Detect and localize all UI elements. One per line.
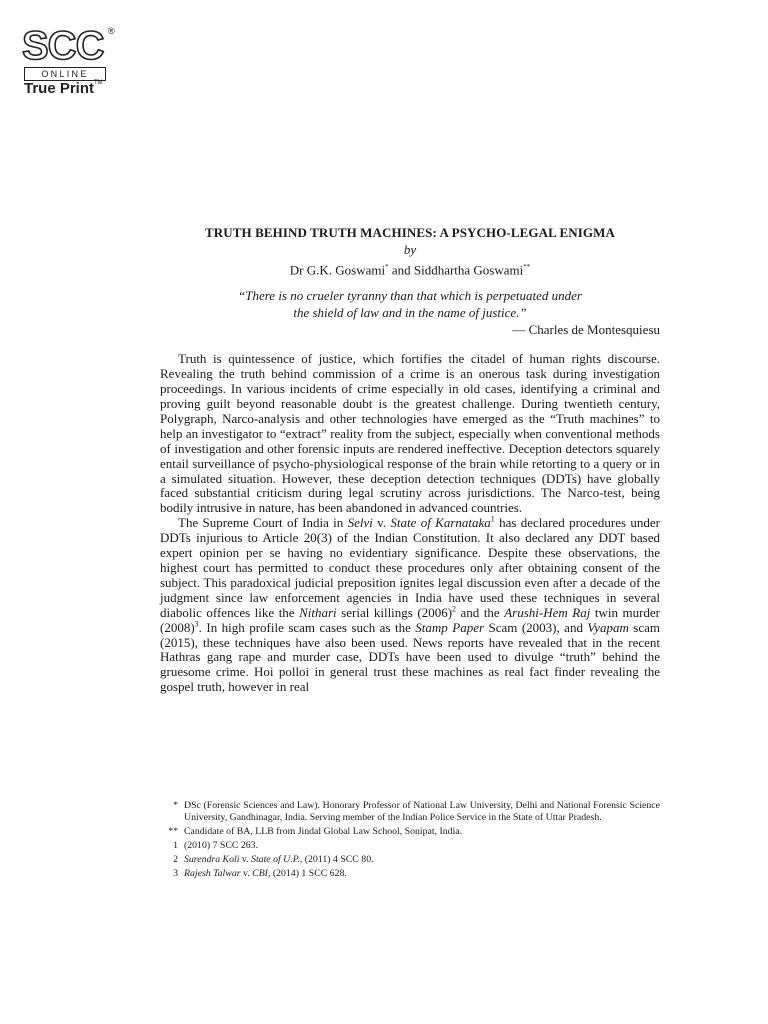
case-name: Surendra Koli bbox=[184, 853, 240, 865]
footnote-label: 1 bbox=[173, 840, 178, 852]
byline: by bbox=[403, 242, 417, 257]
case-name: CBI bbox=[252, 867, 268, 879]
footnote-item bbox=[160, 840, 660, 852]
footnote-text-part: , (2011) 4 SCC 80. bbox=[299, 853, 374, 865]
footnote-text-part: v. bbox=[240, 867, 253, 879]
article-title: TRUTH BEHIND TRUTH MACHINES: A PSYCHO-LEGAL ENIGMA bbox=[205, 225, 615, 240]
case-name: Selvi bbox=[347, 515, 373, 531]
case-name: Nithari bbox=[299, 604, 337, 620]
p2-text: twin murder (2008) bbox=[160, 604, 660, 635]
epigraph bbox=[160, 287, 660, 321]
footnote-label: 3 bbox=[173, 867, 178, 879]
case-name: Rajesh Talwar bbox=[184, 867, 241, 879]
author-1-mark: * bbox=[385, 263, 389, 271]
article-body bbox=[160, 352, 660, 695]
footnote-text-part: v. bbox=[239, 853, 252, 865]
footnote-ref[interactable]: 1 bbox=[490, 514, 495, 524]
logo-registered-mark: ® bbox=[108, 26, 115, 36]
footnote-ref[interactable]: 3 bbox=[194, 619, 199, 629]
footnote-text-part: , (2014) 1 SCC 628. bbox=[267, 867, 347, 879]
p2-text: The Supreme Court of India in bbox=[178, 515, 348, 531]
authors bbox=[160, 258, 660, 279]
scc-online-logo bbox=[22, 26, 122, 96]
footnote-label: * bbox=[173, 800, 178, 811]
epigraph-line-2: the shield of law and in the name of justice.” bbox=[293, 305, 527, 321]
footnote-item bbox=[160, 826, 660, 838]
footnote-item bbox=[160, 854, 660, 866]
case-name: Arushi-Hem Raj bbox=[504, 604, 591, 620]
footnote-text: (2010) 7 SCC 263. bbox=[184, 840, 259, 852]
case-name: Vyapam bbox=[587, 619, 629, 635]
logo-true-print bbox=[24, 80, 103, 97]
footnote-ref[interactable]: 2 bbox=[452, 604, 457, 614]
footnote-item bbox=[160, 800, 660, 825]
paragraph-2 bbox=[160, 516, 660, 695]
p2-text: scam (2015), these techniques have also been used. News reports have revealed that in the recent Hathras gang rape and murder case, DDTs have been used to divulge “truth” behind the gruesome crime. Hoi polloi in general trust these machines as real fact finder revealing the gospel truth, however in real bbox=[160, 619, 660, 695]
footnote-label: 2 bbox=[173, 853, 178, 865]
case-name: State of Karnataka bbox=[390, 515, 491, 531]
footnote-item bbox=[160, 868, 660, 880]
footnotes bbox=[160, 800, 660, 882]
footnote-text: DSc (Forensic Sciences and Law). Honorary Professor of National Law University, Delhi and National Forensic Science University, Gandhinagar, India. Serving member of the Indian Police Service in the State of Uttar Pradesh. bbox=[184, 800, 660, 824]
footnote-text: Candidate of BA, LLB from Jindal Global Law School, Sonipat, India. bbox=[184, 826, 463, 838]
p2-text: has declared procedures under DDTs injurious to Article 20(3) of the Indian Constitution. It also declared any DDT based expert opinion per se having no evidentiary significance. Despite these observations, the highest court has permitted to conduct these procedures only after obtaining consent of the subject. This paradoxical judicial preposition ignites legal discussion even after a decade of the judgment since law enforcement agencies in India have used these techniques in several diabolic offences like the bbox=[160, 515, 661, 620]
epigraph-line-1: “There is no crueler tyranny than that which is perpetuated under bbox=[238, 288, 582, 304]
article bbox=[160, 224, 660, 695]
p2-text: v. bbox=[372, 515, 391, 531]
logo-true-print-text: True Print bbox=[24, 80, 95, 97]
author-1: Dr G.K. Goswami bbox=[289, 262, 386, 278]
footnote-label: ** bbox=[168, 826, 178, 838]
author-2-mark: ** bbox=[523, 263, 531, 271]
paragraph-1: Truth is quintessence of justice, which fortifies the citadel of human rights discourse. Revealing the truth behind commission of a crime is an onerous task during investigation proceedings. In various incidents of crime especially in old cases, identifying a criminal and proving guilt beyond reasonable doubt is the greatest challenge. During twentieth century, Polygraph, Narco-analysis and other technologies have emerged as the “Truth machines” to help an investigator to “extract” reality from the subject, especially when conventional methods of investigation and other forensic inputs are rendered ineffective. Deception detectors squarely entail surveillance of psycho-physiological response of the brain while retorting to a query or in a simulated situation. However, these deception detection techniques (DDTs) have globally faced substantial criticism during legal scrutiny across jurisdictions. The Narco-test, being bodily intrusive in nature, has been abandoned in advanced countries. bbox=[160, 351, 660, 516]
p2-text: and the bbox=[456, 604, 505, 620]
case-name: Stamp Paper bbox=[415, 619, 485, 635]
logo-online: ONLINE bbox=[24, 67, 106, 81]
epigraph-author: — Charles de Montesquiesu bbox=[512, 322, 660, 338]
p2-text: . In high profile scam cases such as the bbox=[198, 619, 416, 635]
case-name: State of U.P. bbox=[251, 853, 300, 865]
p2-text: serial killings (2006) bbox=[336, 604, 453, 620]
footnote-text bbox=[184, 854, 660, 866]
author-2: and Siddhartha Goswami bbox=[388, 262, 524, 278]
p2-text: Scam (2003), and bbox=[484, 619, 588, 635]
logo-trademark: TM bbox=[94, 80, 103, 86]
footnote-text bbox=[184, 868, 660, 880]
logo-brand: SCC bbox=[22, 24, 104, 68]
